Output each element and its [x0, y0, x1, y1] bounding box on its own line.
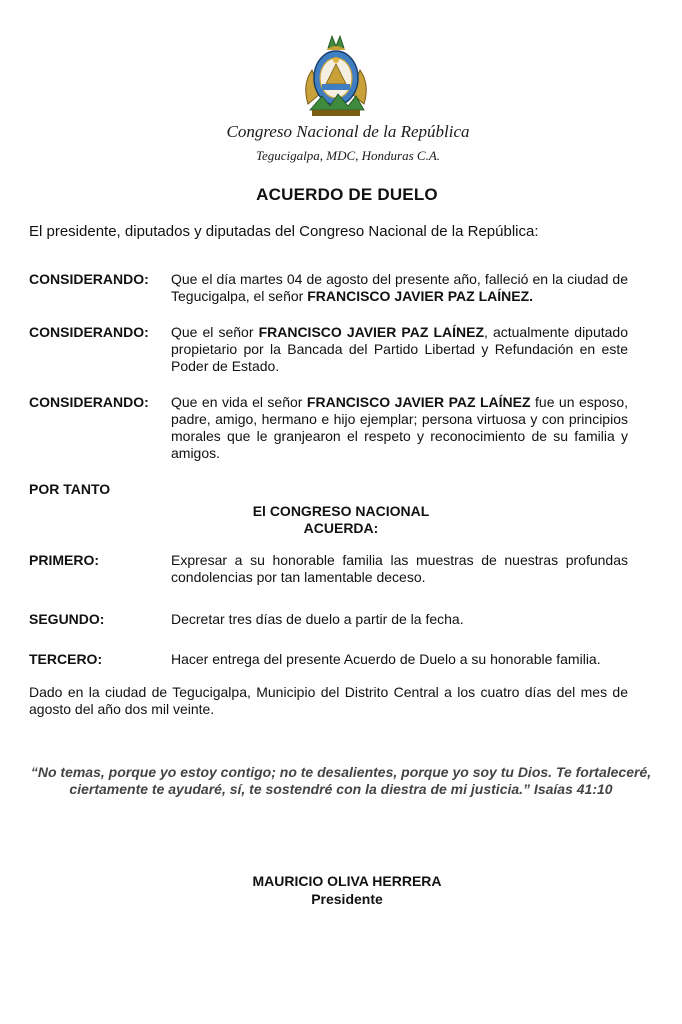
considerando-label: CONSIDERANDO: — [29, 324, 149, 340]
signature-block — [0, 872, 682, 908]
article-text: Hacer entrega del presente Acuerdo de Duelo a su honorable familia. — [171, 651, 601, 667]
bible-quote — [0, 764, 682, 798]
resolves-line-2: ACUERDA: — [303, 520, 379, 536]
document-title: ACUERDO DE DUELO — [256, 185, 438, 204]
resolves-line-1: El CONGRESO NACIONAL — [252, 503, 430, 519]
considerando-2 — [29, 324, 628, 375]
considerando-3 — [29, 394, 628, 462]
article-text: Expresar a su honorable familia las muestras de nuestras profundas condolencias por tan lamentable deceso. — [171, 552, 628, 585]
article-text: Decretar tres días de duelo a partir de la fecha. — [171, 611, 464, 627]
deceased-name: FRANCISCO JAVIER PAZ LAÍNEZ — [258, 324, 485, 340]
signer-role: Presidente — [311, 891, 383, 907]
article-tercero — [29, 651, 628, 668]
institution-location: Tegucigalpa, MDC, Honduras C.A. — [255, 148, 441, 163]
article-segundo — [29, 611, 628, 628]
intro-paragraph: El presidente, diputados y diputadas del Congreso Nacional de la República: — [29, 223, 539, 240]
considerando-label: CONSIDERANDO: — [29, 271, 149, 287]
quote-line-2: ciertamente te ayudaré, sí, te sostendré con la diestra de mi justicia.” Isaías 41:10 — [69, 781, 613, 797]
article-label: SEGUNDO: — [29, 611, 105, 627]
considerando-1 — [29, 271, 628, 305]
resolves-heading — [0, 503, 682, 537]
considerando-text: Que el día martes 04 de agosto del presente año, falleció en la ciudad de Tegucigalpa, el señor FRANCISCO JAVIER PAZ LAÍNEZ. — [171, 271, 628, 304]
considerando-text: Que en vida el señor FRANCISCO JAVIER PAZ LAÍNEZ fue un esposo, padre, amigo, hermano e hijo ejemplar; persona virtuosa y con principios morales que le granjearon el respeto y reconocimiento de su familia y amigos. — [171, 394, 628, 461]
article-label: PRIMERO: — [29, 552, 99, 568]
deceased-name: FRANCISCO JAVIER PAZ LAÍNEZ. — [307, 288, 534, 304]
dado-paragraph: Dado en la ciudad de Tegucigalpa, Municipio del Distrito Central a los cuatro días del mes de agosto del año dos mil veinte. — [29, 684, 628, 717]
coat-of-arms-seal — [298, 34, 374, 120]
por-tanto-heading: POR TANTO — [29, 481, 111, 497]
article-primero — [29, 552, 628, 586]
quote-line-1: “No temas, porque yo estoy contigo; no te desalientes, porque yo soy tu Dios. Te fortaleceré, — [30, 764, 652, 780]
signer-name: MAURICIO OLIVA HERRERA — [252, 873, 442, 889]
considerando-label: CONSIDERANDO: — [29, 394, 149, 410]
deceased-name: FRANCISCO JAVIER PAZ LAÍNEZ — [306, 394, 531, 410]
institution-name: Congreso Nacional de la República — [226, 122, 470, 141]
article-label: TERCERO: — [29, 651, 103, 667]
considerando-text: Que el señor FRANCISCO JAVIER PAZ LAÍNEZ, actualmente diputado propietario por la Bancada del Partido Libertad y Refundación en este Poder de Estado. — [171, 324, 629, 374]
